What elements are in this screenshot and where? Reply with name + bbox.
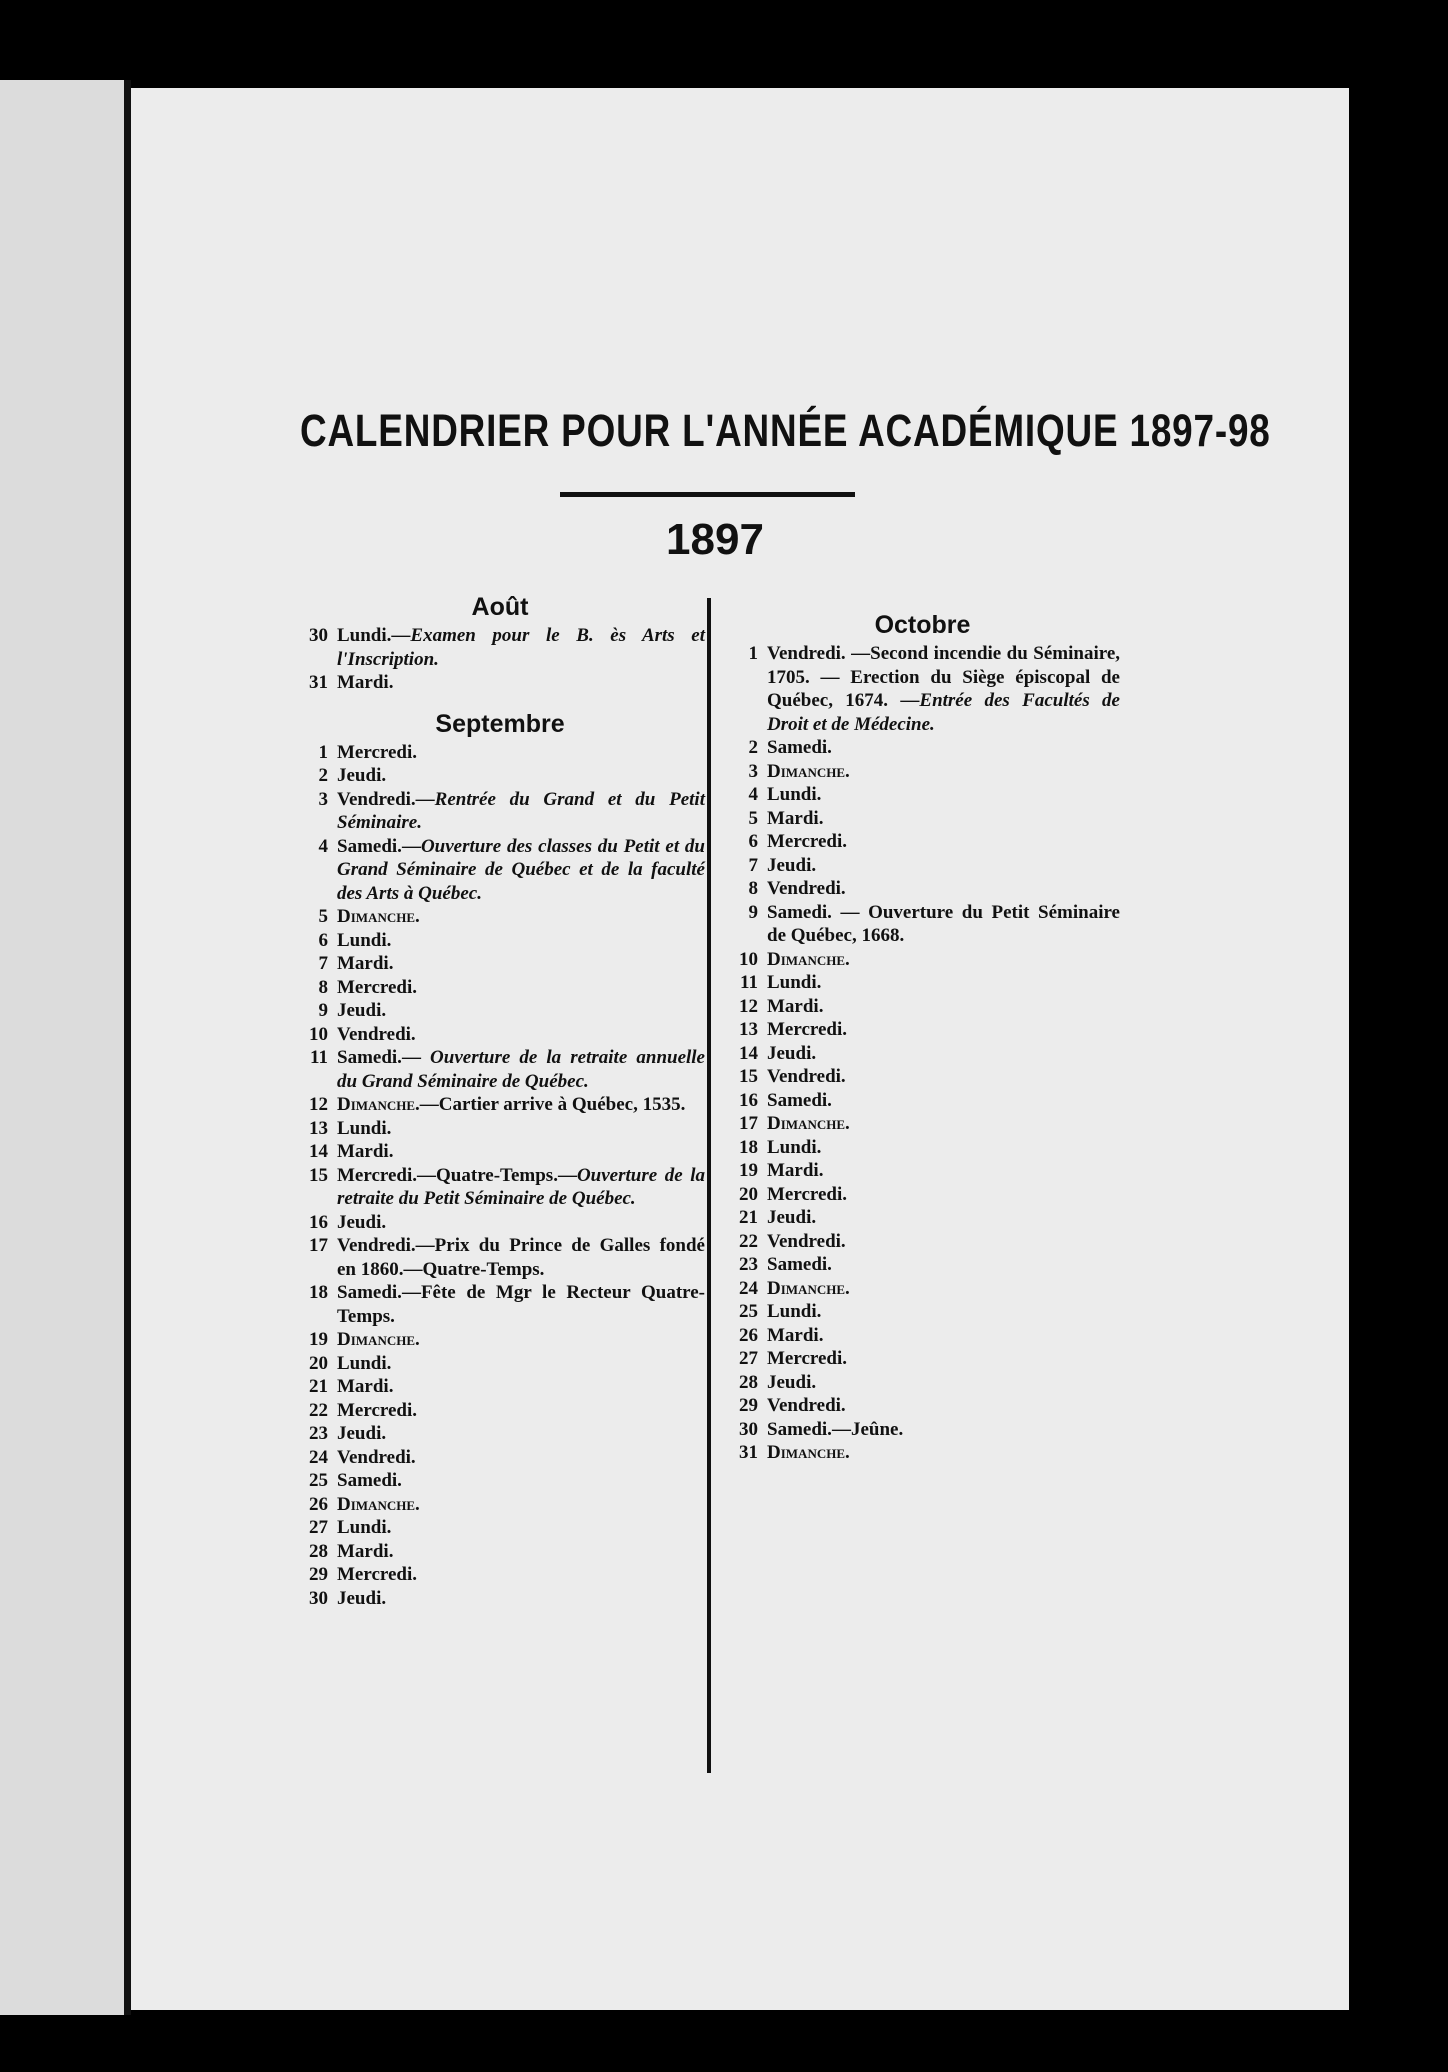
weekday: Vendredi.	[767, 878, 846, 899]
calendar-entry	[725, 995, 1120, 1019]
weekday: Mercredi.	[337, 976, 418, 998]
entry-note: —	[415, 788, 435, 810]
entry-note: —	[401, 1047, 431, 1068]
day-number: 12	[309, 1094, 328, 1115]
calendar-entry	[725, 1136, 1120, 1160]
calendar-entry	[725, 1159, 1120, 1183]
calendar-entry	[295, 1234, 705, 1281]
day-number: 25	[739, 1301, 758, 1322]
day-number: 16	[309, 1211, 328, 1233]
day-number: 24	[739, 1277, 758, 1299]
weekday: Lundi.	[767, 1136, 822, 1158]
weekday: Lundi.	[337, 1517, 392, 1538]
day-number: 1	[748, 643, 758, 664]
weekday: Mercredi.	[767, 1183, 848, 1205]
calendar-entry	[725, 783, 1120, 807]
day-number: 8	[318, 976, 328, 998]
day-number: 13	[309, 1117, 328, 1139]
calendar-entry	[725, 877, 1120, 901]
calendar-entry	[295, 1587, 705, 1611]
weekday: Samedi.	[337, 1470, 402, 1491]
calendar-entry	[725, 1347, 1120, 1371]
weekday: Mardi.	[767, 807, 824, 829]
entry-text	[767, 1230, 1120, 1254]
day-number: 27	[309, 1517, 328, 1538]
entry-text	[337, 952, 705, 976]
weekday: Mercredi.	[337, 1564, 418, 1585]
entry-text	[767, 1347, 1120, 1371]
calendar-entry	[725, 760, 1120, 784]
day-number: 15	[739, 1066, 758, 1087]
calendar-entry	[725, 1371, 1120, 1395]
entry-text	[767, 1136, 1120, 1160]
entry-text	[337, 1540, 705, 1564]
day-number: 19	[739, 1160, 758, 1181]
weekday: Lundi.	[337, 1352, 392, 1374]
entry-note-italic: Ouverture des classes du Petit et du Grand Séminaire de Québec et de la faculté des Arts à Québec.	[337, 835, 705, 904]
book-spine	[124, 80, 131, 2015]
day-number: 30	[309, 625, 328, 646]
day-number: 24	[309, 1446, 328, 1468]
entry-text	[337, 1587, 705, 1611]
entry-note: —Second incendie du Séminaire, 1705. — Erection du Siège épiscopal de Québec, 1674. —	[767, 643, 1120, 711]
entry-text	[337, 1469, 705, 1493]
entry-text	[767, 830, 1120, 854]
weekday: Mardi.	[337, 1540, 394, 1562]
day-number: 6	[748, 831, 758, 852]
calendar-entry	[725, 1112, 1120, 1136]
weekday: Mercredi.	[767, 1019, 848, 1040]
day-number: 22	[309, 1399, 328, 1421]
weekday: Vendredi.	[337, 1446, 416, 1468]
calendar-entry	[295, 999, 705, 1023]
entry-text	[337, 835, 705, 906]
calendar-entry	[295, 1469, 705, 1493]
entry-text	[767, 1371, 1120, 1395]
entry-text	[337, 764, 705, 788]
day-number: 30	[309, 1587, 328, 1609]
day-number: 10	[309, 1023, 328, 1045]
entry-text	[767, 783, 1120, 807]
entry-text	[337, 1117, 705, 1141]
entry-text	[337, 1399, 705, 1423]
day-number: 19	[309, 1329, 328, 1350]
entry-note-italic: Entrée des Facultés de Droit et de Médecine.	[767, 690, 1120, 735]
day-number: 16	[739, 1089, 758, 1111]
entry-text	[767, 1018, 1120, 1042]
day-number: 21	[739, 1207, 758, 1228]
entry-text	[337, 1328, 705, 1352]
day-number: 31	[309, 672, 328, 693]
calendar-entry	[295, 1399, 705, 1423]
weekday: Vendredi.	[767, 643, 846, 664]
month-heading: Septembre	[435, 709, 565, 738]
calendar-entry	[725, 1394, 1120, 1418]
day-number: 9	[748, 901, 758, 923]
weekday: Dimanche.	[767, 1442, 850, 1463]
calendar-entry	[295, 1211, 705, 1235]
day-number: 14	[309, 1141, 328, 1162]
year-heading: 1897	[666, 515, 764, 564]
day-number: 5	[748, 807, 758, 829]
day-number: 17	[309, 1235, 328, 1256]
calendar-entry	[725, 1230, 1120, 1254]
day-number: 1	[318, 741, 328, 763]
weekday: Samedi.	[337, 835, 402, 857]
calendar-entry	[725, 1042, 1120, 1066]
weekday: Mardi.	[337, 672, 394, 693]
entry-text	[337, 1352, 705, 1376]
month-heading: Août	[471, 593, 529, 621]
day-number: 7	[748, 854, 758, 876]
entry-note: —Cartier arrive à Québec, 1535.	[419, 1094, 686, 1115]
weekday: Jeudi.	[337, 1000, 387, 1021]
day-number: 21	[309, 1376, 328, 1397]
calendar-entry	[295, 1164, 705, 1211]
day-number: 18	[739, 1136, 758, 1158]
weekday: Dimanche.	[337, 1329, 420, 1350]
calendar-entry	[295, 1516, 705, 1540]
calendar-entry	[295, 788, 705, 835]
day-number: 4	[318, 835, 328, 857]
calendar-entry	[725, 642, 1120, 736]
page-title: CALENDRIER POUR L'ANNÉE ACADÉMIQUE 1897-98	[300, 405, 1271, 456]
calendar-entry	[295, 1540, 705, 1564]
calendar-entry	[295, 905, 705, 929]
calendar-entry	[725, 901, 1120, 948]
weekday: Samedi.	[767, 1254, 832, 1275]
calendar-entry	[295, 1093, 705, 1117]
calendar-entry	[725, 854, 1120, 878]
calendar-entry	[725, 736, 1120, 760]
calendar-entry	[725, 1183, 1120, 1207]
entry-text	[337, 1422, 705, 1446]
title-rule	[560, 492, 855, 497]
calendar-entry	[295, 1140, 705, 1164]
entry-text	[767, 1112, 1120, 1136]
day-number: 17	[739, 1113, 758, 1134]
entry-text	[767, 995, 1120, 1019]
day-number: 18	[309, 1282, 328, 1303]
weekday: Lundi.	[337, 1117, 392, 1139]
entry-note: —Prix du Prince de Galles fondé en 1860.—Quatre-Temps.	[337, 1235, 705, 1280]
weekday: Samedi.	[337, 1047, 402, 1068]
entry-text	[767, 901, 1120, 948]
entry-note: —Fête de Mgr le Recteur Quatre-Temps.	[337, 1282, 705, 1327]
day-number: 7	[318, 953, 328, 974]
entry-text	[767, 1206, 1120, 1230]
calendar-entry	[295, 624, 705, 671]
entry-text	[767, 877, 1120, 901]
calendar-entry	[725, 830, 1120, 854]
entry-text	[767, 1277, 1120, 1301]
entry-note: —Jeûne.	[831, 1418, 904, 1440]
calendar-entry	[295, 976, 705, 1000]
calendar-entry	[295, 671, 705, 695]
weekday: Samedi.	[767, 1089, 832, 1111]
calendar-entry	[295, 952, 705, 976]
calendar-entry	[295, 1281, 705, 1328]
entry-text	[337, 671, 705, 695]
calendar-entry	[725, 971, 1120, 995]
weekday: Lundi.	[767, 784, 822, 805]
entry-note-italic: Ouverture de la retraite du Petit Séminaire de Québec.	[337, 1164, 705, 1209]
day-number: 30	[739, 1418, 758, 1440]
day-number: 11	[740, 972, 758, 993]
day-number: 26	[739, 1324, 758, 1346]
day-number: 14	[739, 1042, 758, 1064]
weekday: Lundi.	[337, 929, 392, 951]
calendar-entry	[725, 1441, 1120, 1465]
weekday: Lundi.	[767, 1301, 822, 1322]
entry-text	[337, 1023, 705, 1047]
entry-text	[337, 1493, 705, 1517]
calendar-entry	[295, 1023, 705, 1047]
day-number: 22	[739, 1230, 758, 1252]
weekday: Mardi.	[337, 953, 394, 974]
calendar-entry	[725, 1277, 1120, 1301]
entry-text	[337, 1563, 705, 1587]
entry-text	[337, 788, 705, 835]
weekday: Mercredi.	[767, 831, 848, 852]
weekday: Jeudi.	[337, 765, 387, 786]
weekday: Jeudi.	[337, 1423, 387, 1444]
day-number: 3	[318, 788, 328, 810]
weekday: Dimanche.	[337, 1493, 420, 1515]
left-column	[295, 590, 705, 1610]
day-number: 23	[309, 1423, 328, 1444]
entry-text	[767, 1324, 1120, 1348]
weekday: Vendredi.	[337, 1235, 416, 1256]
entry-text	[337, 1164, 705, 1211]
calendar-entry	[295, 1352, 705, 1376]
entry-text	[337, 1093, 705, 1117]
weekday: Vendredi.	[767, 1230, 846, 1252]
entry-text	[767, 1253, 1120, 1277]
entry-text	[767, 760, 1120, 784]
calendar-entry	[725, 1065, 1120, 1089]
calendar-entry	[725, 807, 1120, 831]
entry-text	[767, 1441, 1120, 1465]
weekday: Mardi.	[767, 1160, 824, 1181]
weekday: Samedi.	[337, 1282, 402, 1303]
entry-text	[767, 1394, 1120, 1418]
weekday: Samedi.	[767, 737, 832, 758]
day-number: 10	[739, 948, 758, 970]
weekday: Jeudi.	[337, 1211, 387, 1233]
entry-text	[767, 807, 1120, 831]
day-number: 27	[739, 1348, 758, 1369]
weekday: Dimanche.	[767, 760, 850, 782]
entry-text	[337, 1046, 705, 1093]
entry-note: — Ouverture du Petit Séminaire de Québec, 1668.	[767, 901, 1120, 946]
weekday: Dimanche.	[337, 906, 420, 927]
day-number: 9	[318, 1000, 328, 1021]
day-number: 3	[748, 760, 758, 782]
calendar-entry	[295, 1563, 705, 1587]
calendar-entry	[725, 1324, 1120, 1348]
calendar-entry	[295, 1117, 705, 1141]
calendar-entry	[295, 741, 705, 765]
month-heading: Octobre	[874, 611, 971, 639]
entry-text	[337, 624, 705, 671]
calendar-entry	[725, 1206, 1120, 1230]
entry-text	[337, 1234, 705, 1281]
weekday: Lundi.	[337, 625, 392, 646]
day-number: 31	[739, 1442, 758, 1463]
entry-text	[767, 948, 1120, 972]
entry-text	[337, 1516, 705, 1540]
calendar-entry	[725, 1300, 1120, 1324]
weekday: Dimanche.	[767, 1277, 850, 1299]
calendar-entry	[725, 948, 1120, 972]
entry-text	[767, 1418, 1120, 1442]
day-number: 26	[309, 1493, 328, 1515]
entry-note-italic: Examen pour le B. ès Arts et l'Inscription.	[337, 625, 705, 670]
day-number: 6	[318, 929, 328, 951]
calendar-entry	[295, 1328, 705, 1352]
day-number: 23	[739, 1254, 758, 1275]
calendar-entry	[725, 1018, 1120, 1042]
calendar-entry	[295, 764, 705, 788]
entry-note: —	[391, 625, 411, 646]
entry-text	[767, 1042, 1120, 1066]
calendar-entry	[725, 1418, 1120, 1442]
weekday: Samedi.	[767, 1418, 832, 1440]
calendar-entry	[295, 1422, 705, 1446]
right-column	[725, 590, 1120, 1465]
weekday: Mercredi.	[337, 741, 418, 763]
calendar-entry	[295, 1493, 705, 1517]
day-number: 20	[739, 1183, 758, 1205]
entry-text	[337, 905, 705, 929]
day-number: 28	[739, 1371, 758, 1393]
weekday: Jeudi.	[767, 1371, 817, 1393]
entry-text	[767, 1300, 1120, 1324]
entry-text	[337, 1375, 705, 1399]
entry-text	[767, 971, 1120, 995]
day-number: 8	[748, 878, 758, 899]
weekday: Mercredi.	[337, 1164, 418, 1186]
entry-text	[767, 642, 1120, 736]
entry-text	[767, 1183, 1120, 1207]
calendar-entry	[295, 835, 705, 906]
entry-text	[767, 736, 1120, 760]
day-number: 4	[748, 784, 758, 805]
entry-text	[337, 976, 705, 1000]
entry-text	[337, 929, 705, 953]
weekday: Samedi.	[767, 901, 832, 923]
weekday: Dimanche.	[337, 1094, 420, 1115]
entry-text	[767, 1159, 1120, 1183]
weekday: Vendredi.	[767, 1066, 846, 1087]
entry-text	[337, 1140, 705, 1164]
entry-text	[337, 1211, 705, 1235]
weekday: Jeudi.	[337, 1587, 387, 1609]
calendar-entry	[725, 1089, 1120, 1113]
entry-text	[337, 741, 705, 765]
weekday: Jeudi.	[767, 1207, 817, 1228]
calendar-entry	[295, 1375, 705, 1399]
day-number: 15	[309, 1164, 328, 1186]
weekday: Dimanche.	[767, 1113, 850, 1134]
weekday: Dimanche.	[767, 948, 850, 970]
facing-page-edge	[0, 80, 128, 2015]
calendar-entry	[295, 929, 705, 953]
calendar-entry	[295, 1046, 705, 1093]
calendar-entry	[295, 1446, 705, 1470]
day-number: 2	[318, 765, 328, 786]
entry-note-italic: Ouverture de la retraite annuelle du Grand Séminaire de Québec.	[337, 1047, 705, 1092]
day-number: 2	[748, 737, 758, 758]
weekday: Mardi.	[337, 1141, 394, 1162]
entry-text	[337, 1281, 705, 1328]
entry-text	[337, 1446, 705, 1470]
day-number: 25	[309, 1470, 328, 1491]
day-number: 29	[309, 1564, 328, 1585]
day-number: 12	[739, 995, 758, 1017]
weekday: Lundi.	[767, 972, 822, 993]
weekday: Mardi.	[337, 1376, 394, 1397]
entry-note-italic: Rentrée du Grand et du Petit Séminaire.	[337, 788, 705, 833]
weekday: Jeudi.	[767, 854, 817, 876]
weekday: Mercredi.	[767, 1348, 848, 1369]
weekday: Mardi.	[767, 1324, 824, 1346]
weekday: Mercredi.	[337, 1399, 418, 1421]
entry-text	[337, 999, 705, 1023]
day-number: 5	[318, 906, 328, 927]
calendar-entry	[725, 1253, 1120, 1277]
weekday: Mardi.	[767, 995, 824, 1017]
entry-text	[767, 1089, 1120, 1113]
column-divider	[707, 598, 711, 1773]
entry-note: —	[401, 835, 421, 857]
weekday: Jeudi.	[767, 1042, 817, 1064]
day-number: 13	[739, 1019, 758, 1040]
weekday: Vendredi.	[337, 1023, 416, 1045]
day-number: 29	[739, 1395, 758, 1416]
day-number: 20	[309, 1352, 328, 1374]
day-number: 28	[309, 1540, 328, 1562]
entry-text	[767, 854, 1120, 878]
weekday: Vendredi.	[337, 788, 416, 810]
entry-note: —Quatre-Temps.—	[417, 1164, 577, 1186]
day-number: 11	[310, 1047, 328, 1068]
weekday: Vendredi.	[767, 1395, 846, 1416]
entry-text	[767, 1065, 1120, 1089]
